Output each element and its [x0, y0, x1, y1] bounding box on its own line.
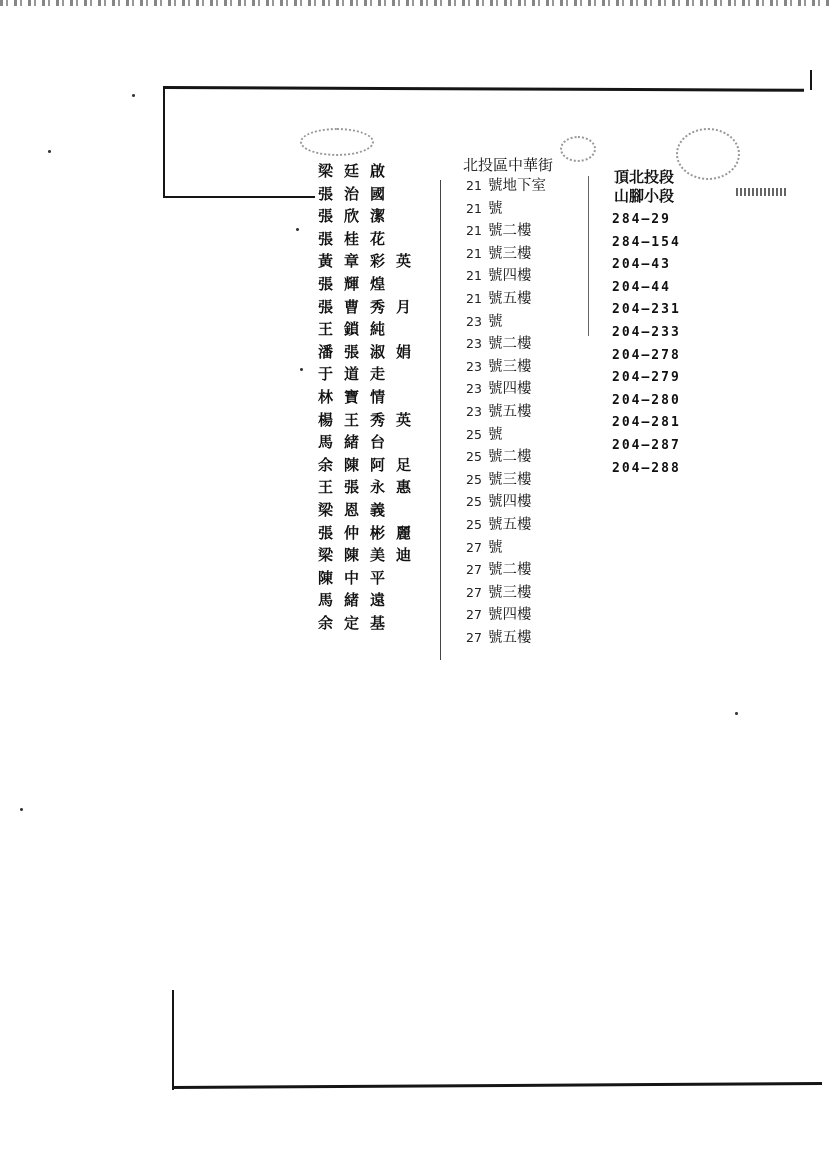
- scan-speck: [48, 150, 51, 153]
- address-floor: 號二樓: [488, 562, 532, 579]
- address-number: 25: [466, 494, 482, 510]
- name-entry: 張桂花: [318, 229, 397, 248]
- scan-speck: [296, 228, 299, 231]
- address-entry: [466, 604, 581, 627]
- address-entry: [466, 175, 581, 198]
- address-floor: 號四樓: [488, 494, 532, 511]
- address-number: 23: [466, 336, 482, 352]
- land-number-entry: 204—280: [612, 392, 681, 408]
- address-entry: [466, 333, 581, 356]
- land-number-entry: 204—279: [612, 370, 681, 386]
- stamp-mark: [300, 128, 374, 156]
- land-section-header: [614, 168, 724, 206]
- address-number: 23: [466, 358, 482, 374]
- form-rule-line: [165, 196, 315, 198]
- land-number-entry: 204—288: [612, 460, 681, 476]
- address-number: 21: [466, 268, 482, 284]
- form-border-top: [164, 86, 804, 92]
- land-number-entry: 204—278: [612, 347, 681, 363]
- name-entry: 梁陳美迪: [318, 546, 423, 565]
- land-section-header-line2: 山腳小段: [614, 187, 675, 205]
- address-floor: 號: [488, 313, 503, 330]
- address-floor: 號四樓: [488, 381, 532, 398]
- address-floor: 號五樓: [488, 403, 532, 420]
- address-number: 27: [466, 607, 482, 623]
- land-number-entry: 204—43: [612, 257, 671, 273]
- address-floor: 號二樓: [488, 449, 532, 466]
- address-entry: [466, 627, 581, 650]
- name-entry: 陳中平: [318, 568, 397, 587]
- address-entry: [466, 356, 581, 379]
- address-floor: 號: [488, 426, 503, 443]
- address-entry: [466, 243, 581, 266]
- land-number-entry: 204—233: [612, 324, 681, 340]
- name-entry: 余陳阿足: [318, 455, 423, 474]
- address-entry: [466, 288, 581, 311]
- address-number: 25: [466, 449, 482, 465]
- address-header: 北投區中華街: [463, 156, 554, 174]
- address-number: 21: [466, 178, 482, 193]
- address-entry: [466, 559, 581, 582]
- address-floor: 號四樓: [488, 268, 532, 285]
- address-number: 21: [466, 200, 482, 216]
- form-border-bottom: [172, 1082, 822, 1089]
- address-floor: 號五樓: [488, 290, 532, 307]
- name-entry: 馬緒遠: [318, 591, 397, 610]
- name-entry: 王張永惠: [318, 478, 423, 497]
- address-entry: [466, 424, 581, 447]
- land-number-entry: 204—44: [612, 279, 671, 295]
- name-entry: 王鎖純: [318, 320, 397, 339]
- address-entry: [466, 491, 581, 514]
- scan-speck: [735, 712, 738, 715]
- column-divider: [588, 176, 589, 336]
- address-floor: 號: [488, 539, 503, 556]
- form-border-right: [810, 70, 812, 90]
- address-number: 25: [466, 426, 482, 442]
- scan-speck: [20, 808, 23, 811]
- name-entry: 林寶情: [318, 387, 397, 406]
- address-number: 23: [466, 403, 482, 419]
- address-entry: [466, 311, 581, 334]
- name-entry: 梁恩義: [318, 500, 397, 519]
- name-entry: 張輝煌: [318, 274, 397, 293]
- scan-speck: [300, 368, 303, 371]
- land-section-header-line1: 頂北投段: [614, 168, 675, 186]
- address-number: 23: [466, 313, 482, 329]
- address-entry: [466, 401, 581, 424]
- address-number: 25: [466, 471, 482, 487]
- address-floor: 號三樓: [488, 358, 532, 375]
- address-entry: [466, 446, 581, 469]
- land-number-entry: 204—281: [612, 415, 681, 431]
- stamp-mark: [560, 136, 596, 162]
- address-number: 21: [466, 290, 482, 306]
- address-entry: [466, 537, 581, 560]
- address-entry: [466, 198, 581, 221]
- name-entry: 潘張淑娟: [318, 342, 423, 361]
- address-entry: [466, 220, 581, 243]
- address-entry: [466, 378, 581, 401]
- side-mark: [736, 188, 786, 196]
- address-entry: [466, 469, 581, 492]
- address-entry: [466, 265, 581, 288]
- land-number-entry: 204—231: [612, 302, 681, 318]
- address-floor: 號三樓: [488, 584, 532, 601]
- name-entry: 梁廷啟: [318, 162, 397, 180]
- address-floor: 號四樓: [488, 607, 532, 624]
- names-column: [318, 160, 428, 634]
- address-number: 27: [466, 539, 482, 555]
- address-floor: 號五樓: [488, 629, 532, 646]
- name-entry: 楊王秀英: [318, 410, 423, 429]
- name-entry: 張治國: [318, 184, 397, 203]
- address-number: 27: [466, 562, 482, 578]
- name-entry: 馬緒台: [318, 433, 397, 452]
- address-number: 21: [466, 223, 482, 239]
- address-column: [466, 175, 581, 649]
- land-number-entry: 204—287: [612, 437, 681, 453]
- address-entry: [466, 514, 581, 537]
- name-entry: 余定基: [318, 613, 397, 632]
- address-floor: 號地下室: [488, 178, 546, 194]
- address-floor: 號二樓: [488, 336, 532, 353]
- name-entry: 張曹秀月: [318, 297, 423, 316]
- address-floor: 號五樓: [488, 516, 532, 533]
- name-entry: 張欣潔: [318, 207, 397, 226]
- form-border-left-lower: [172, 990, 174, 1090]
- address-floor: 號二樓: [488, 223, 532, 240]
- address-floor: 號三樓: [488, 245, 532, 262]
- address-number: 27: [466, 584, 482, 600]
- address-number: 27: [466, 629, 482, 645]
- scan-noise-strip: [0, 0, 832, 6]
- address-number: 23: [466, 381, 482, 397]
- column-divider: [440, 180, 441, 660]
- land-number-entry: 284—29: [612, 212, 671, 227]
- land-number-column: [612, 209, 722, 480]
- name-entry: 于道走: [318, 365, 397, 384]
- name-entry: 張仲彬麗: [318, 523, 423, 542]
- form-border-left: [163, 86, 165, 198]
- name-entry: 黃章彩英: [318, 252, 423, 271]
- land-number-entry: 284—154: [612, 234, 681, 250]
- address-floor: 號三樓: [488, 471, 532, 488]
- address-entry: [466, 582, 581, 605]
- address-number: 21: [466, 245, 482, 261]
- scan-speck: [132, 94, 135, 97]
- address-number: 25: [466, 516, 482, 532]
- address-floor: 號: [488, 200, 503, 217]
